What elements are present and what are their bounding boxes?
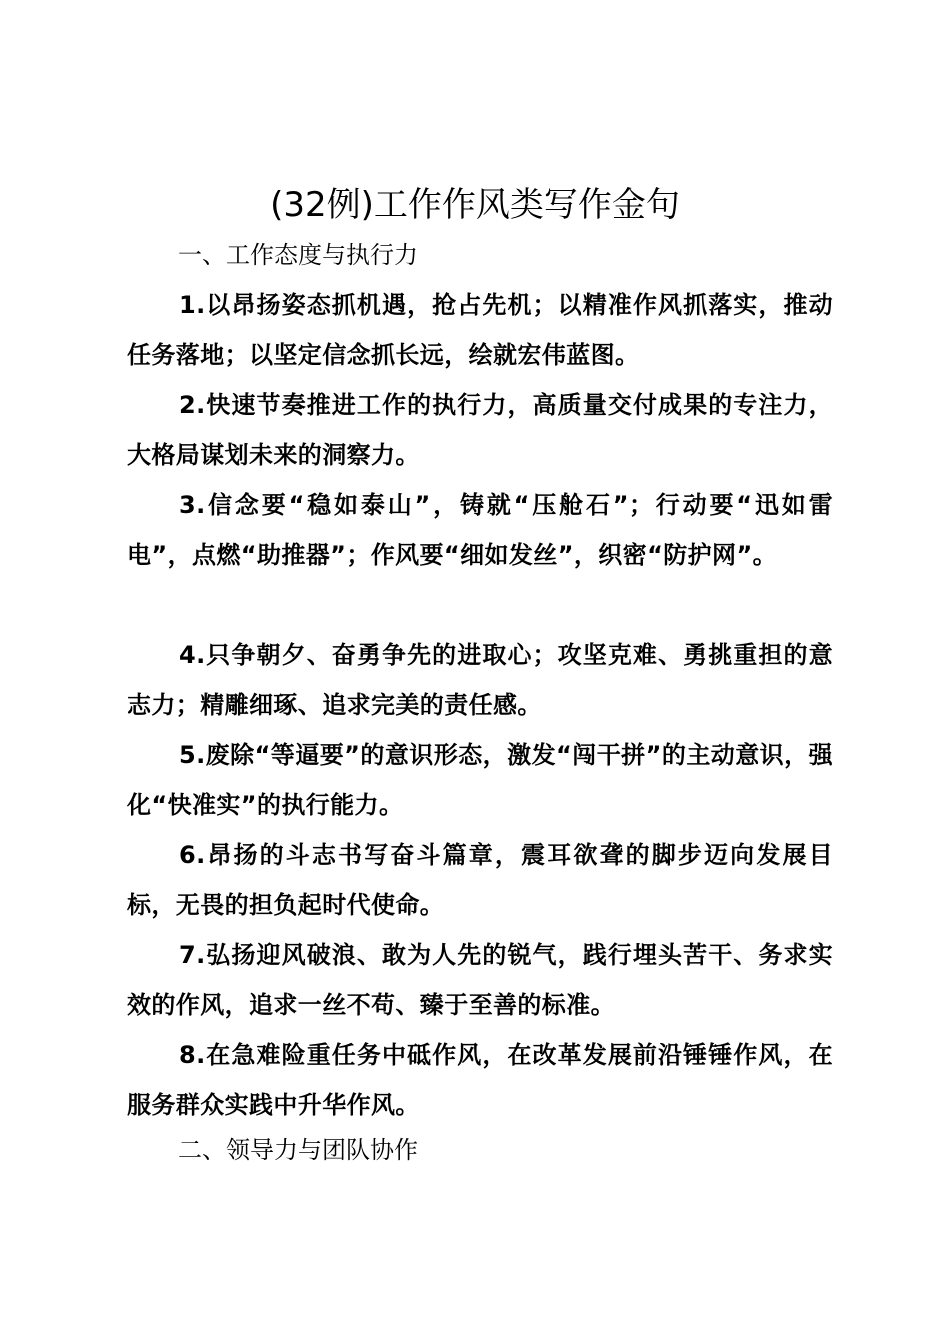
list-item: 7.弘扬迎风破浪、敢为人先的锐气，践行埋头苦干、务求实效的作风，追求一丝不苟、臻于至善的标准。 <box>127 941 833 1019</box>
list-item: 8.在急难险重任务中砥作风，在改革发展前沿锤锤作风，在服务群众实践中升华作风。 <box>127 1041 833 1119</box>
section-heading-leadership: 二、领导力与团队协作 <box>178 1136 418 1164</box>
list-item: 5.废除“等逼要”的意识形态，激发“闯干拼”的主动意识，强化“快准实”的执行能力。 <box>127 741 833 819</box>
section-heading-work-attitude: 一、工作态度与执行力 <box>178 241 418 269</box>
document-title: (32例)工作作风类写作金句 <box>270 185 680 225</box>
list-item: 4.只争朝夕、奋勇争先的进取心；攻坚克难、勇挑重担的意志力；精雕细琢、追求完美的责任感。 <box>127 641 833 719</box>
list-item: 3.信念要“稳如泰山”，铸就“压舱石”；行动要“迅如雷电”，点燃“助推器”；作风要“细如发丝”，织密“防护网”。 <box>127 491 833 569</box>
list-item: 6.昂扬的斗志书写奋斗篇章，震耳欲聋的脚步迈向发展目标，无畏的担负起时代使命。 <box>127 841 833 919</box>
list-item: 2.快速节奏推进工作的执行力，高质量交付成果的专注力，大格局谋划未来的洞察力。 <box>127 391 833 469</box>
list-item: 1.以昂扬姿态抓机遇，抢占先机；以精准作风抓落实，推动任务落地；以坚定信念抓长远，绘就宏伟蓝图。 <box>127 291 833 369</box>
